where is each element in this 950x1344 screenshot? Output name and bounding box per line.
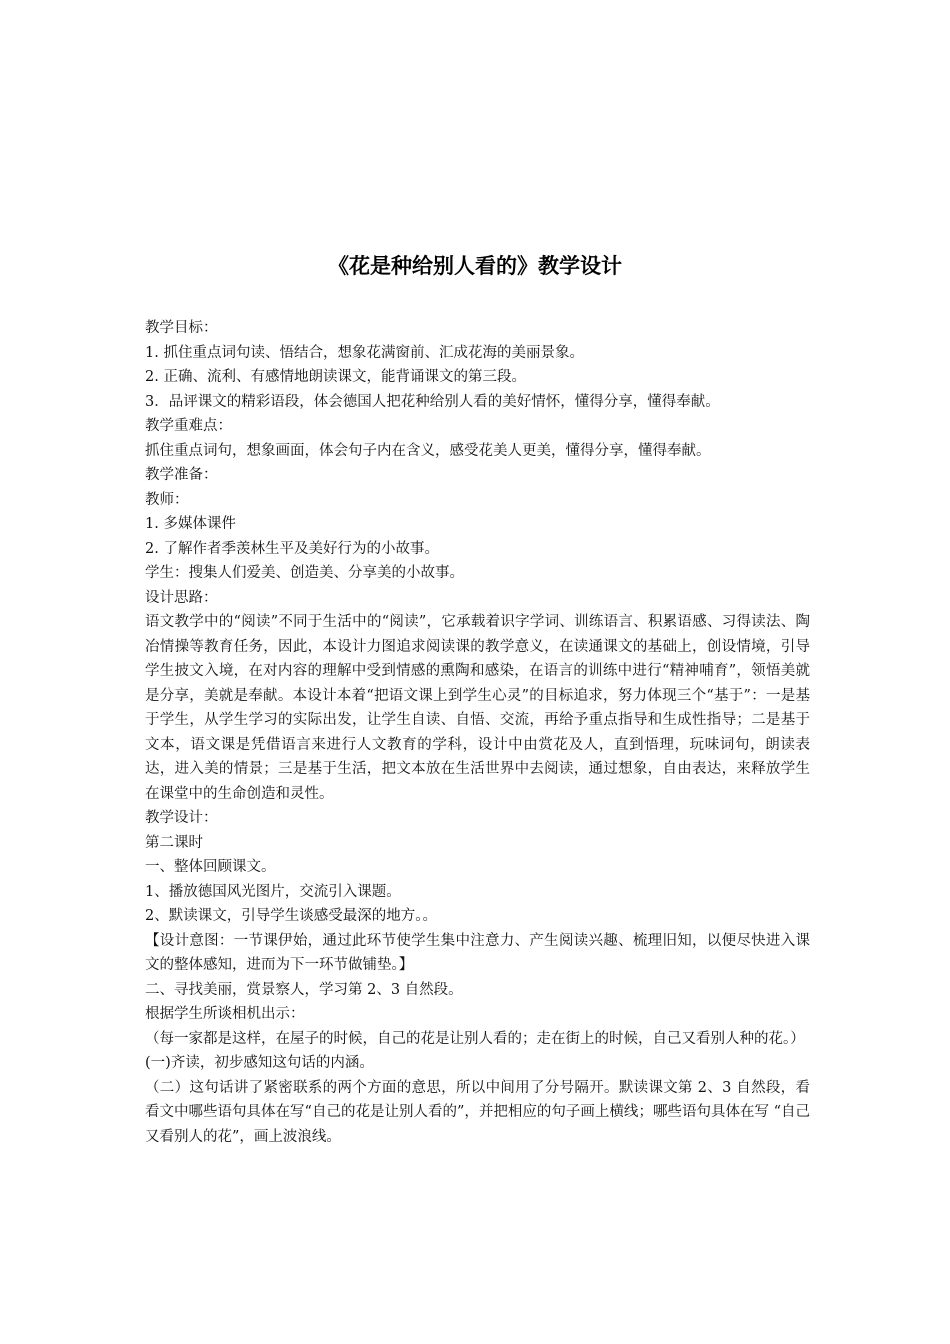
body-line: 教学重难点：	[145, 418, 232, 434]
body-line: 1、播放德国风光图片，交流引入课题。	[145, 883, 401, 900]
body-line: 2、默读课文，引导学生谈感受最深的地方。。	[145, 908, 437, 924]
body-line: 二、寻找美丽，赏景察人，学习第 2、3 自然段。	[145, 981, 463, 998]
document-body	[145, 316, 810, 1149]
body-line: 教师：	[145, 491, 189, 508]
body-line: 根据学生所谈相机出示：	[145, 1006, 305, 1022]
body-line: 教学设计：	[145, 810, 218, 826]
body-line: 1. 多媒体课件	[145, 516, 236, 532]
document-title: 《花是种给别人看的》教学设计	[328, 254, 622, 278]
body-paragraph: （每一家都是这样，在屋子的时候，自己的花是让别人看的；走在街上的时候，自己又看别人种的花。）	[145, 1030, 805, 1047]
body-line: 2. 正确、流利、有感情地朗读课文，能背诵课文的第三段。	[145, 369, 526, 385]
body-line: 3．品评课文的精彩语段，体会德国人把花种给别人看的美好情怀，懂得分享，懂得奉献。	[145, 393, 720, 410]
body-line: 学生：搜集人们爱美、创造美、分享美的小故事。	[145, 565, 464, 581]
body-line: 1. 抓住重点词句读、悟结合，想象花满窗前、汇成花海的美丽景象。	[145, 344, 584, 361]
body-line: 抓住重点词句，想象画面，体会句子内在含义，感受花美人更美，懂得分享，懂得奉献。	[145, 442, 711, 459]
body-line: 一、整体回顾课文。	[145, 859, 276, 875]
body-line: 设计思路：	[145, 589, 218, 606]
body-line: (一)齐读，初步感知这句话的内涵。	[145, 1055, 374, 1071]
body-line: 2. 了解作者季羡林生平及美好行为的小故事。	[145, 540, 439, 557]
body-paragraph: 语文教学中的“阅读”不同于生活中的“阅读”，它承载着识字学词、训练语言、积累语感、习得读法、陶冶情操等教育任务，因此，本设计力图追求阅读课的教学意义，在读通课文的基础上，创设情境，引导学生披文入境，在对内容的理解中受到情感的熏陶和感染，在语言的训练中进行“精神哺育”，领悟美就是分享，美就是奉献。本设计本着“把语文课上到学生心灵”的目标追求，努力体现三个“基于”：一是基于学生，从学生学习的实际出发，让学生自读、自悟、交流，再给予重点指导和生成性指导；二是基于文本，语文课是凭借语言来进行人文教育的学科，设计中由赏花及人，直到悟理，玩味词句，朗读表达，进入美的情景；三是基于生活，把文本放在生活世界中去阅读，通过想象，自由表达，来释放学生在课堂中的生命创造和灵性。	[145, 614, 810, 802]
body-paragraph: 【设计意图：一节课伊始，通过此环节使学生集中注意力、产生阅读兴趣、梳理旧知，以便尽快进入课文的整体感知，进而为下一环节做铺垫。】	[145, 932, 810, 973]
body-line: 第二课时	[145, 834, 203, 851]
body-paragraph: （二）这句话讲了紧密联系的两个方面的意思，所以中间用了分号隔开。默读课文第 2、3 自然段，看看文中哪些语句具体在写“自己的花是让别人看的”，并把相应的句子画上横线；哪些语句具体在写 “自己又看别人的花”，画上波浪线。	[145, 1079, 810, 1145]
body-line: 教学目标：	[145, 320, 218, 336]
body-line: 教学准备：	[145, 467, 218, 483]
